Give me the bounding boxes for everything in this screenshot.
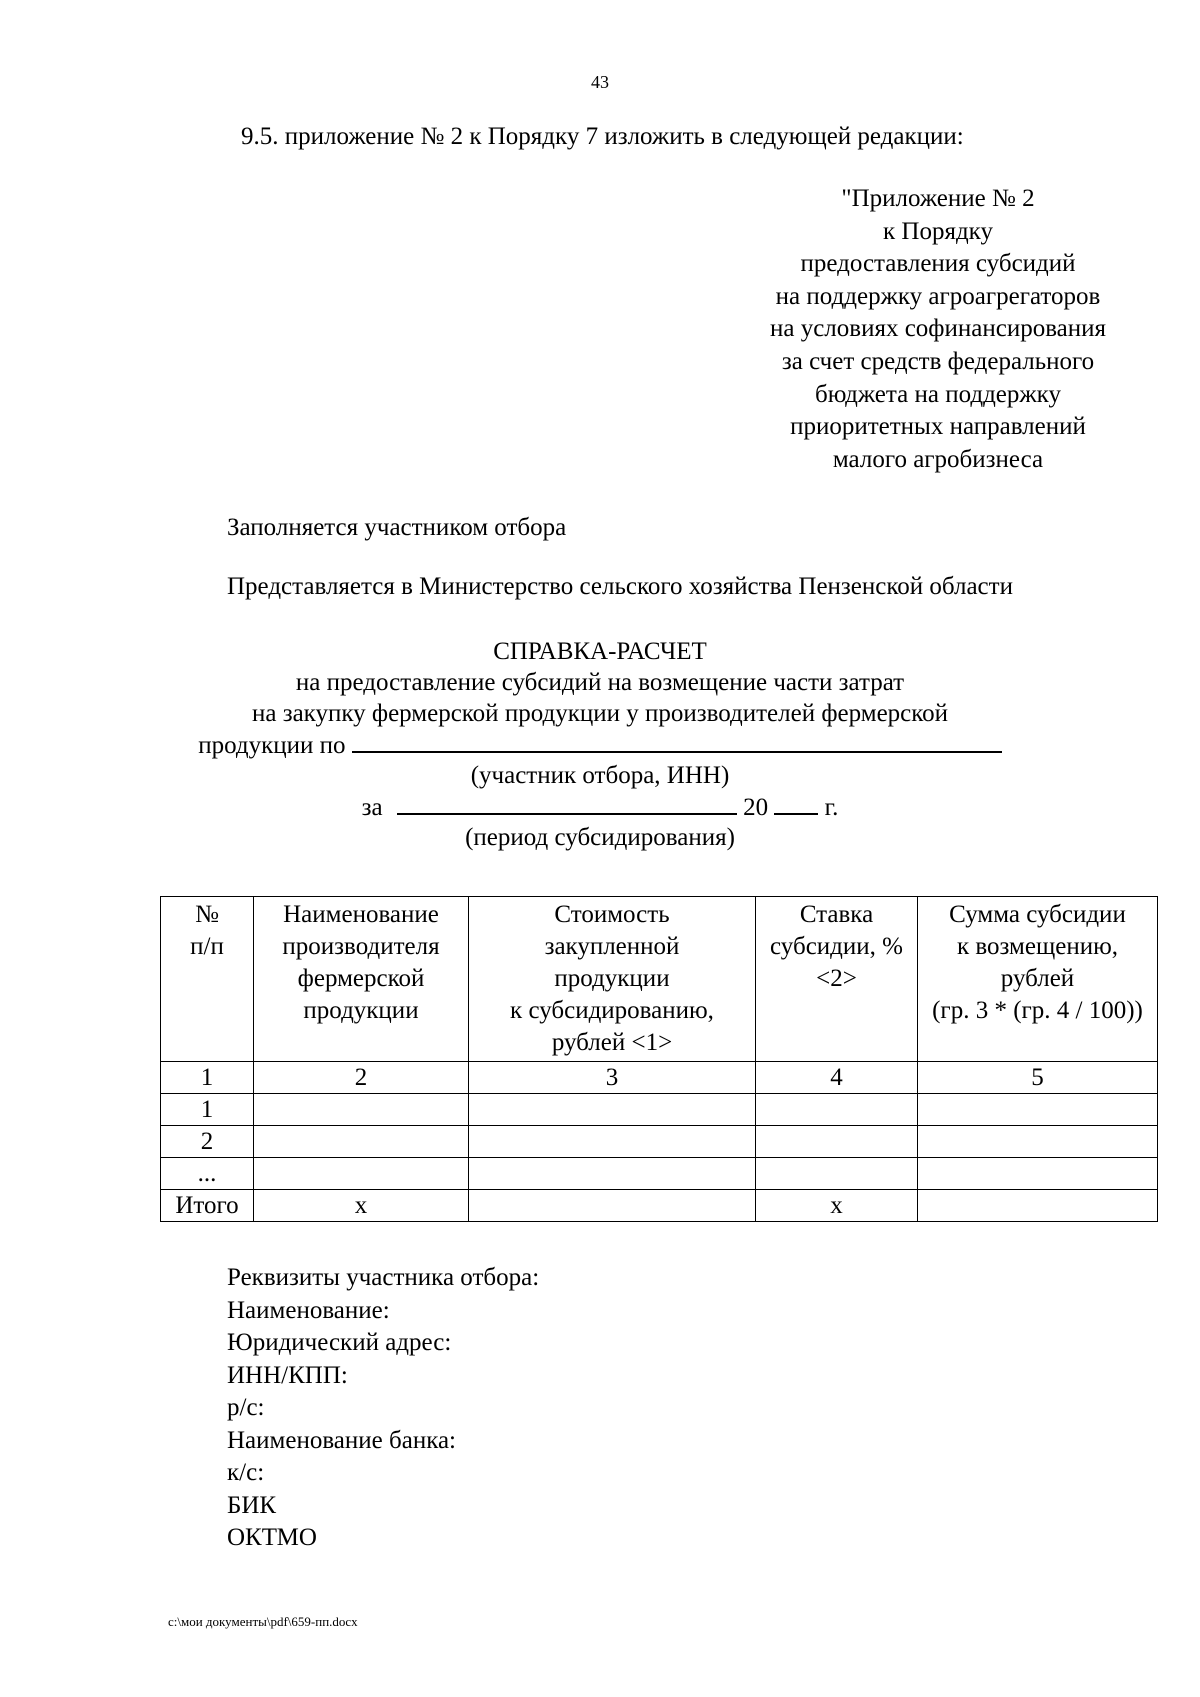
table-cell: х [254,1190,469,1222]
table-row [161,1062,1158,1094]
subsidy-calculation-table [160,896,1158,1222]
document-title-block [0,636,1200,853]
table-cell[interactable] [918,1094,1158,1126]
appendix-line: малого агробизнеса [832,445,1044,473]
table-cell[interactable] [469,1094,756,1126]
period-caption: (период субсидирования) [465,824,735,851]
table-cell[interactable] [918,1158,1158,1190]
appendix-line: предоставления субсидий [800,250,1076,278]
table-cell[interactable] [254,1126,469,1158]
table-cell: Итого [161,1190,254,1222]
period-prefix: за [361,794,383,821]
table-cell: 5 [918,1062,1158,1094]
table-header-row [161,897,1158,1062]
table-cell: 3 [469,1062,756,1094]
table-row [161,1158,1158,1190]
table-row [161,1094,1158,1126]
requisites-line: ОКТМО [227,1524,317,1551]
header-subsidy-rate: Ставка субсидии, % <2> [756,897,918,1062]
period-suffix: г. [824,794,839,821]
appendix-header [708,183,1168,476]
title-line-2: на закупку фермерской продукции у производителей фермерской [251,700,949,727]
requisites-line: Наименование: [227,1296,390,1324]
appendix-line: приоритетных направлений [790,413,1086,441]
appendix-line: на условиях софинансирования [769,315,1107,343]
table-cell[interactable] [469,1158,756,1190]
table-cell[interactable] [254,1158,469,1190]
intro-paragraph: 9.5. приложение № 2 к Порядку 7 изложить в следующей редакции: [241,123,964,150]
table-cell: 1 [161,1062,254,1094]
table-cell: х [756,1190,918,1222]
header-subsidy-amount: Сумма субсидии к возмещению, рублей (гр. 3 * (гр. 4 / 100)) [918,897,1158,1062]
appendix-line: "Приложение № 2 [841,185,1035,212]
table-cell[interactable] [756,1126,918,1158]
title-line-3-prefix: продукции по [198,732,346,759]
table-cell: 1 [161,1094,254,1126]
participant-fill-line[interactable] [352,729,1002,753]
table-cell[interactable] [918,1126,1158,1158]
appendix-line: к Порядку [883,217,993,245]
appendix-line: за счет средств федерального [781,347,1095,375]
header-number: № п/п [161,897,254,1062]
table-cell: 4 [756,1062,918,1094]
requisites-line: БИК [227,1491,277,1519]
table-total-row [161,1190,1158,1222]
table-cell[interactable] [756,1158,918,1190]
table-cell[interactable] [918,1190,1158,1222]
table-row [161,1126,1158,1158]
period-year: 20 [743,794,769,821]
period-line [0,791,1200,822]
requisites-line: Юридический адрес: [227,1329,452,1356]
requisites-line: р/с: [227,1394,265,1421]
table-cell[interactable] [469,1190,756,1222]
table-cell: 2 [254,1062,469,1094]
footer-file-path: c:\мои документы\pdf\659-пп.docx [168,1614,358,1629]
submitted-to-note: Представляется в Министерство сельского хозяйства Пензенской области [227,573,1013,600]
table-cell: ... [161,1158,254,1190]
requisites-line: ИНН/КПП: [227,1361,348,1389]
title-line-1: на предоставление субсидий на возмещение части затрат [295,669,905,696]
header-purchase-cost: Стоимость закупленной продукции к субсидированию, рублей <1> [469,897,756,1062]
appendix-line: бюджета на поддержку [815,380,1061,408]
requisites-line: Наименование банка: [227,1426,457,1454]
title-line-3 [0,729,1200,760]
appendix-line: на поддержку агроагрегаторов [775,282,1101,310]
table-cell[interactable] [254,1094,469,1126]
participant-caption: (участник отбора, ИНН) [470,762,730,789]
filled-by-note: Заполняется участником отбора [227,514,567,541]
year-fill-line[interactable] [774,791,818,815]
table-cell[interactable] [469,1126,756,1158]
page-number: 43 [591,72,609,92]
period-fill-line[interactable] [397,791,737,815]
table-cell[interactable] [756,1094,918,1126]
requisites-line: к/с: [227,1459,265,1486]
header-producer-name: Наименование производителя фермерской продукции [254,897,469,1062]
table-cell: 2 [161,1126,254,1158]
requisites-line: Реквизиты участника отбора: [227,1264,540,1291]
document-title: СПРАВКА-РАСЧЕТ [493,638,707,665]
participant-requisites [227,1262,539,1555]
